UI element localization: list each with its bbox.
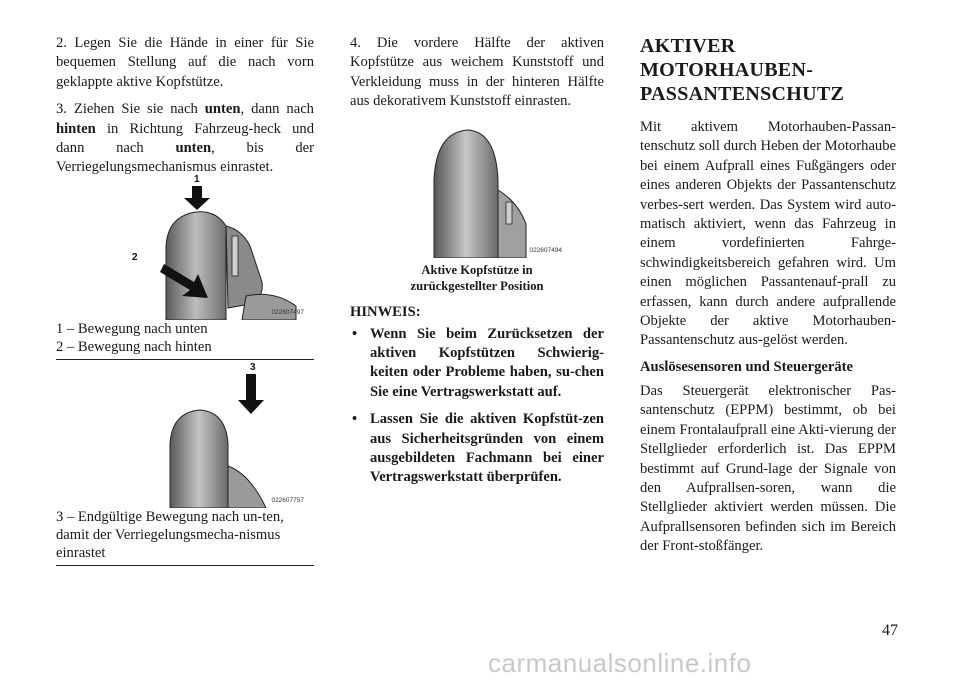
figure-code-3: 022607494 — [529, 246, 562, 254]
step-3-mid1: , dann nach — [240, 101, 314, 118]
note-bullets — [350, 325, 604, 488]
step-3-bold-down-2: unten — [175, 140, 212, 157]
figure-3-caption-line-1: Aktive Kopfstütze in — [421, 262, 533, 277]
heading-line-3: PASSANTENSCHUTZ — [640, 83, 845, 105]
page-number: 47 — [882, 622, 898, 639]
caption-divider-2 — [56, 565, 314, 566]
subheading: Auslösesensoren und Steuergeräte — [640, 358, 853, 375]
section-heading — [640, 34, 896, 106]
headrest-figure-1 — [132, 173, 306, 320]
heading-line-2: MOTORHAUBEN- — [640, 59, 814, 81]
headrest-reset-illustration — [394, 120, 564, 258]
watermark: carmanualsonline.info — [488, 648, 752, 678]
bullet-dot: • — [352, 411, 358, 428]
figure-label-2: 2 — [132, 251, 138, 263]
figure-code-2: 022607757 — [271, 496, 304, 504]
headrest-fold-illustration — [146, 186, 306, 320]
figure-label-3: 3 — [250, 361, 256, 373]
step-2-text: 2. Legen Sie die Hände in einer für Sie bequemen Stellung auf die nach vorn geklappte aktive Kopfstütze. — [56, 35, 314, 90]
step-3-suffix: , bis der Verriegelungsmechanismus einrastet. — [56, 140, 314, 176]
right-column — [640, 34, 896, 565]
bullet-dot: • — [352, 325, 358, 342]
figure-code-1: 022607497 — [271, 308, 304, 316]
intro-paragraph: Mit aktivem Motorhauben-Passan-tenschutz soll durch Heben der Motorhaube bei einem Aufprall eines Fußgängers oder eines anderen Objekts der Passantenschutz verbes-sert werden. Das System wird auto-matisch aktiviert, wenn das Fahrzeug in einem vordefinierten Fahrge-schwindigkeitsbereich gefahren wird. Um einen möglichen Passantenauf-prall zu erfassen, kann durch andere aufprallende Objekte der aktive Motorhauben-Passantenschutz aus-gelöst werden. — [640, 119, 896, 349]
headrest-figure-2 — [146, 361, 306, 508]
step-3-bold-back: hinten — [56, 120, 96, 137]
note-bullet-2-text: Lassen Sie die aktiven Kopfstüt-zen aus Sicherheitsgründen von einem ausgebildeten Fachmann bei einer Vertragswerkstatt überprüfen. — [370, 411, 604, 486]
note-bullet-1-text: Wenn Sie beim Zurücksetzen der aktiven Kopfstützen Schwierig-keiten oder Probleme haben, su-chen Sie eine Vertragswerkstatt auf. — [370, 325, 604, 400]
caption-1-line-1: 1 – Bewegung nach unten — [56, 320, 208, 337]
sensor-paragraph: Das Steuergerät elektronischer Pas-santenschutz (EPPM) bestimmt, ob bei einem Frontalaufprall eine Akti-vierung der Stellglieder erforderlich ist. Das EPPM bestimmt auf Grund-lage der Signale von den Aufprallsen-soren, wann die Stellglieder aktiviert werden müssen. Die Aufprallsensoren befinden sich im Bereich der Front-stoßfänger. — [640, 382, 896, 555]
caption-1-line-2: 2 – Bewegung nach hinten — [56, 338, 212, 355]
step-4-text: 4. Die vordere Hälfte der aktiven Kopfstütze aus weichem Kunststoff und Verkleidung muss in der hinteren Hälfte aus dekorativem Kunststoff einrasten. — [350, 35, 604, 110]
note-bullet-2 — [350, 410, 604, 488]
heading-line-1: AKTIVER — [640, 35, 736, 57]
step-3-bold-down: unten — [204, 101, 241, 118]
headrest-lock-illustration — [146, 374, 306, 508]
caption-2: 3 – Endgültige Bewegung nach un-ten, damit der Verriegelungsmecha-nismus einrastet — [56, 508, 284, 561]
middle-column — [350, 34, 604, 496]
note-title: HINWEIS: — [350, 303, 421, 320]
figure-3-caption-line-2: zurückgestellter Position — [410, 278, 544, 293]
step-3-text — [56, 100, 314, 178]
step-3-prefix: 3. Ziehen Sie sie nach — [56, 101, 205, 118]
caption-divider-1 — [56, 359, 314, 360]
note-bullet-1 — [350, 325, 604, 403]
headrest-figure-3 — [394, 120, 564, 258]
step-3-mid2: in Richtung Fahrzeug-heck und dann nach — [56, 120, 314, 157]
left-column — [56, 34, 314, 566]
figure-3-caption — [350, 262, 604, 294]
figure-label-1: 1 — [194, 173, 200, 185]
